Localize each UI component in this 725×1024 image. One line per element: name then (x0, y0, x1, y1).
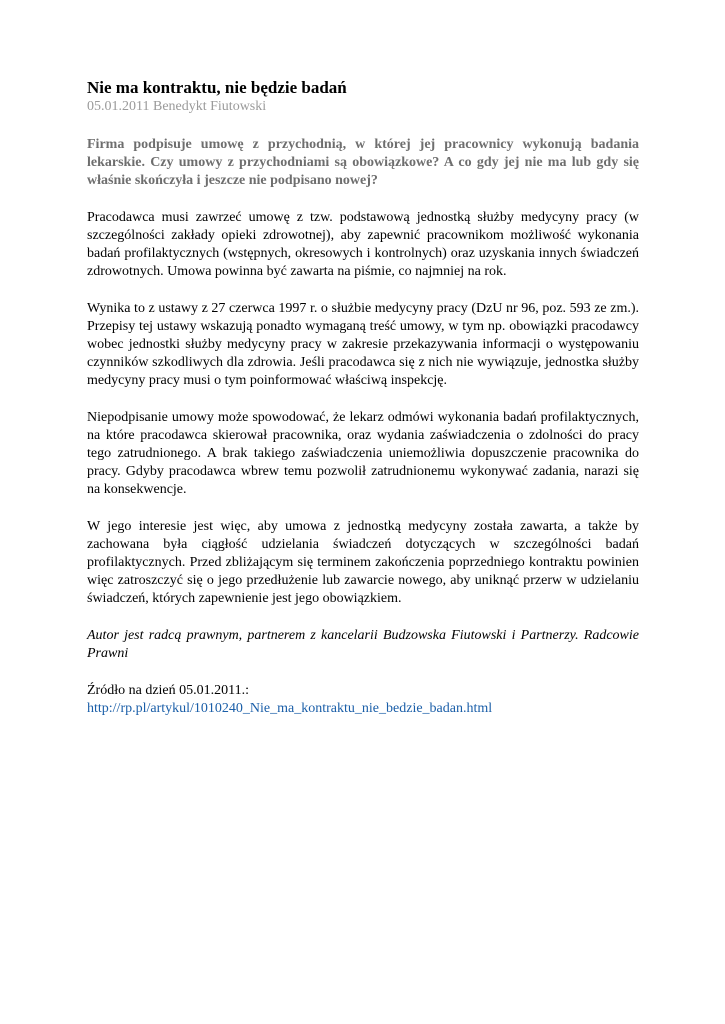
article-date-author: 05.01.2011 Benedykt Fiutowski (87, 99, 267, 114)
article-title: Nie ma kontraktu, nie będzie badań (87, 78, 347, 97)
article-paragraph-1: Pracodawca musi zawrzeć umowę z tzw. podstawową jednostką służby medycyny pracy (w szczególności zakłady opieki zdrowotnej), aby zapewnić pracownikom możliwość wykonania badań profilaktycznych (wstępnych, okresowych i kontrolnych) oraz uzyskania innych świadczeń zdrowotnych. Umowa powinna być zawarta na piśmie, co najmniej na rok. (87, 210, 639, 279)
article-paragraph-2: Wynika to z ustawy z 27 czerwca 1997 r. o służbie medycyny pracy (DzU nr 96, poz. 593 ze zm.). Przepisy tej ustawy wskazują ponadto wymaganą treść umowy, w tym np. obowiązki pracodawcy wobec jednostki służby medycyny pracy w zakresie przekazywania informacji o występowaniu czynników szkodliwych dla zdrowia. Jeśli pracodawca się z nich nie wywiązuje, jednostka służby medycyny pracy musi o tym poinformować właściwą inspekcję. (87, 301, 639, 388)
source-link[interactable]: http://rp.pl/artykul/1010240_Nie_ma_kontraktu_nie_bedzie_badan.html (87, 701, 493, 716)
document-page (87, 78, 639, 718)
author-note: Autor jest radcą prawnym, partnerem z kancelarii Budzowska Fiutowski i Partnerzy. Radcowie Prawni (87, 628, 639, 661)
article-paragraph-4: W jego interesie jest więc, aby umowa z jednostką medycyny została zawarta, a także by zachowana była ciągłość udzielania świadczeń dotyczących w szczególności badań profilaktycznych. Przed zbliżającym się terminem zakończenia poprzedniego kontraktu powinien więc zatroszczyć się o jego przedłużenie lub zawarcie nowego, aby uniknąć przerw w udzielaniu świadczeń, których zapewnienie jest jego obowiązkiem. (87, 519, 639, 606)
article-paragraph-3: Niepodpisanie umowy może spowodować, że lekarz odmówi wykonania badań profilaktycznych, na które pracodawca skierował pracownika, oraz wydania zaświadczenia o zdolności do pracy tego zatrudnionego. A brak takiego zaświadczenia uniemożliwia dopuszczenie pracownika do pracy. Gdyby pracodawca wbrew temu pozwolił zatrudnionemu wykonywać zadania, narazi się na konsekwencje. (87, 410, 639, 497)
source-link-line (87, 700, 639, 718)
source-label: Źródło na dzień 05.01.2011.: (87, 683, 250, 698)
article-lead: Firma podpisuje umowę z przychodnią, w której jej pracownicy wykonują badania lekarskie. Czy umowy z przychodniami są obowiązkowe? A co gdy jej nie ma lub gdy się właśnie skończyła i jeszcze nie podpisano nowej? (87, 137, 639, 188)
